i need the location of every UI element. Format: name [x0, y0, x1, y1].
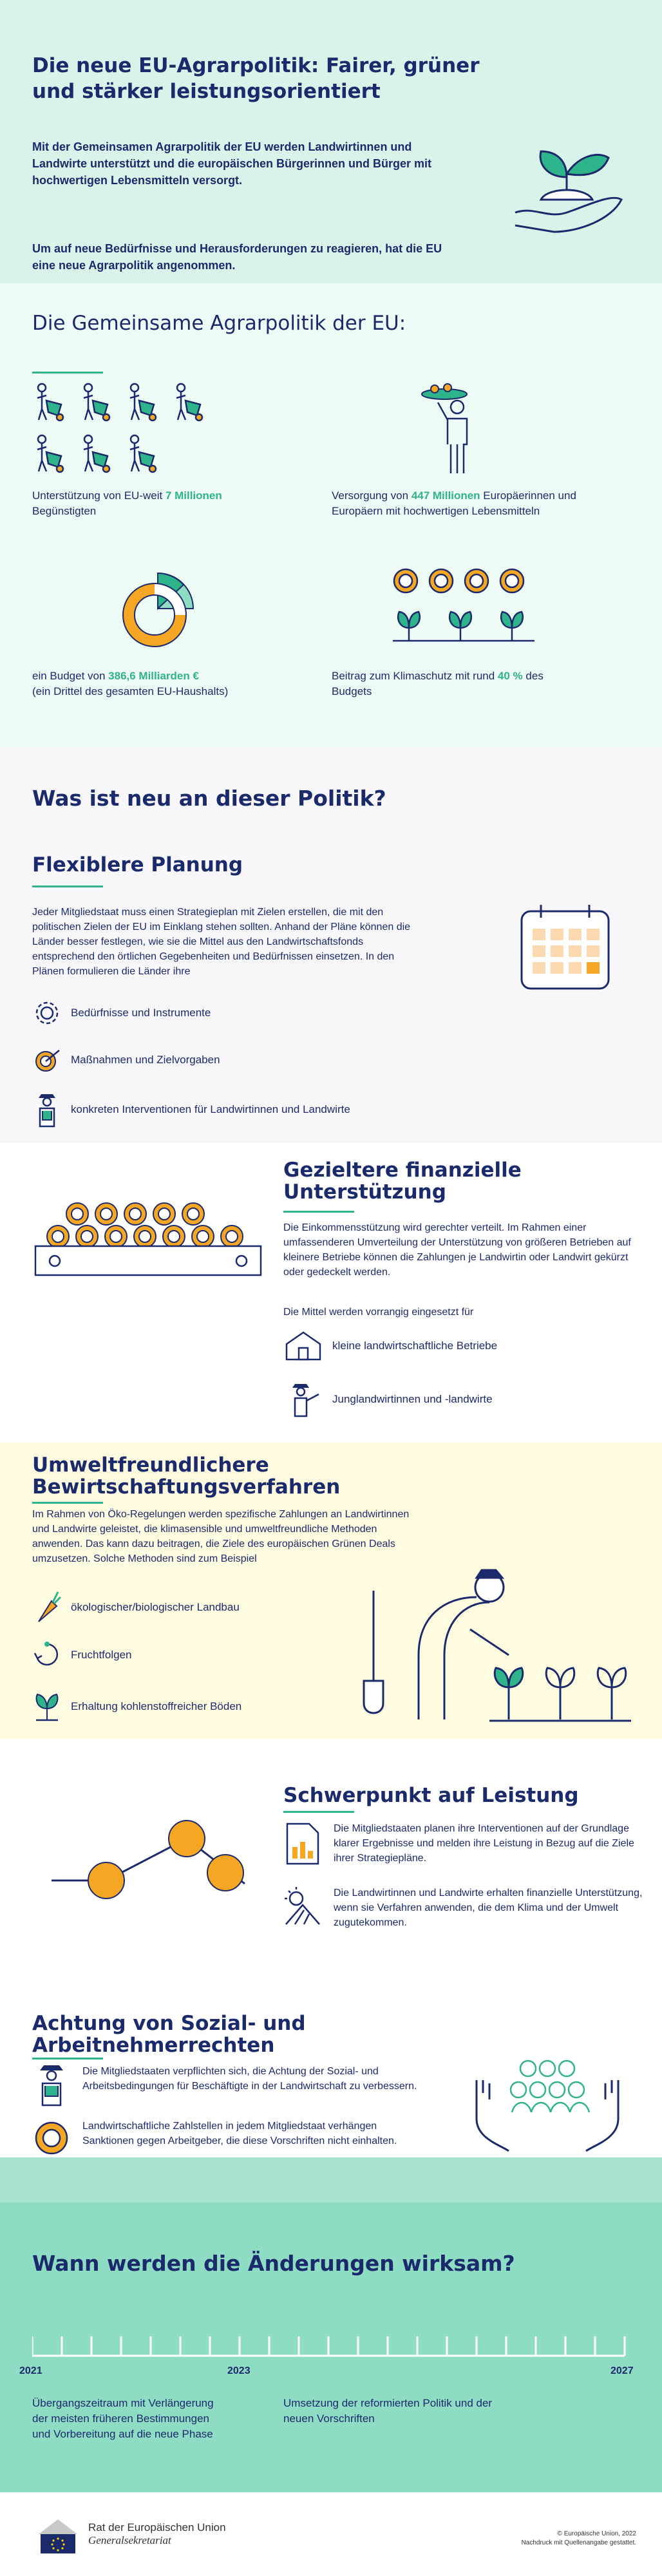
young-farmer-icon [283, 1381, 323, 1417]
stat-citizens-value: 447 Millionen [411, 489, 480, 502]
environment-item-rotation [32, 1639, 132, 1671]
timeline-top-band [0, 2157, 662, 2202]
stat-budget-post: (ein Drittel des gesamten EU-Haushalts) [32, 685, 229, 697]
planning-item-needs-label: Bedürfnisse und Instrumente [71, 1007, 211, 1019]
target-icon [32, 1045, 62, 1075]
performance-title: Schwerpunkt auf Leistung [283, 1784, 579, 1807]
climate-plants-icon [390, 567, 538, 650]
support-item-young-farmers [283, 1381, 493, 1417]
intro-paragraph-2: Um auf neue Bedürfnisse und Herausforderungen zu reagieren, hat die EU eine neue Agrarpolitik angenommen. [32, 242, 442, 272]
stat-climate-post: des Budgets [332, 670, 544, 697]
environment-title: Umweltfreundlichere Bewirtschaftungsverfahren [32, 1454, 341, 1499]
environment-item-organic-label: ökologischer/biologischer Landbau [71, 1601, 240, 1613]
environment-item-rotation-label: Fruchtfolgen [71, 1649, 132, 1661]
timeline-section [0, 2157, 662, 2492]
stat-budget-value: 386,6 Milliarden € [108, 670, 199, 682]
stat-climate-value: 40 % [497, 670, 523, 682]
environment-item-soil-label: Erhaltung kohlenstoffreicher Böden [71, 1700, 242, 1712]
gap-title-underline [32, 372, 103, 374]
stat-beneficiaries-post: Begünstigten [32, 505, 97, 517]
stat-beneficiaries-pre: Unterstützung von EU-weit [32, 489, 166, 502]
footer-reprint: Nachdruck mit Quellenangabe gestattet. [521, 2539, 636, 2546]
gap-section [0, 283, 662, 747]
social-item-sanctions [32, 2119, 444, 2157]
performance-item-report [283, 1821, 644, 1866]
seedling-icon [32, 1690, 62, 1723]
hands-people-illustration [464, 2054, 631, 2157]
coin-icon [32, 2119, 71, 2157]
performance-section [0, 1739, 662, 1938]
coin-stack-icon [32, 1185, 264, 1288]
timeline-phase-2: Umsetzung der reformierten Politik und der neuen Vorschriften [283, 2397, 493, 2425]
support-item-small-farms-label: kleine landwirtschaftliche Betriebe [332, 1340, 498, 1352]
timeline-year-2027: 2027 [610, 2365, 634, 2376]
stat-beneficiaries-value: 7 Millionen [165, 489, 222, 502]
performance-item-report-text: Die Mitgliedstaaten planen ihre Interventionen auf der Grundlage klarer Ergebnisse und melden ihre Leistung in Bezug auf die Ziele ihrer Strategiepläne. [334, 1823, 634, 1864]
sun-field-icon [283, 1886, 322, 1931]
social-section [0, 1938, 662, 2157]
social-item-rights [32, 2064, 444, 2107]
timeline-bar [32, 2311, 625, 2375]
timeline-year-2023: 2023 [227, 2365, 251, 2376]
environment-section [0, 1443, 662, 1739]
planning-item-needs [32, 998, 211, 1028]
stat-citizens-pre: Versorgung von [332, 489, 411, 502]
carrot-icon [32, 1589, 62, 1625]
page-title: Die neue EU-Agrarpolitik: Fairer, grüner und stärker leistungsorientiert [32, 54, 480, 103]
footer-org-name: Rat der Europäischen Union [88, 2521, 226, 2533]
environment-text: Im Rahmen von Öko-Regelungen werden spezifische Zahlungen an Landwirtinnen und Landwirte geleistet, die klimasensible und umweltfreundliche Methoden anwenden. Das kann dazu beitragen, die Ziele des europäischen Grünen Deals umzusetzen. Solche Methoden sind zum Beispiel [32, 1509, 410, 1564]
stat-citizens [332, 488, 576, 519]
social-title: Achtung von Sozial- und Arbeitnehmerrechten [32, 2012, 306, 2057]
gear-icon [32, 998, 62, 1028]
rotation-icon [32, 1639, 62, 1671]
farmhouse-icon [283, 1330, 323, 1362]
planning-title-underline [32, 886, 103, 887]
stat-climate-pre: Beitrag zum Klimaschutz mit rund [332, 670, 498, 682]
farmer-icon [32, 1092, 62, 1128]
stat-climate [332, 668, 563, 699]
support-item-small-farms [283, 1330, 497, 1362]
planning-text: Jeder Mitgliedstaat muss einen Strategieplan mit Zielen erstellen, die mit den politischen Zielen der EU im Einklang stehen sollten. Anhand der Pläne können die Länder besser festlegen, wie sie die Mittel aus den Landwirtschaftsfonds entsprechend den örtlichen Gegebenheiten und Bedürfnissen einsetzen. In den Plänen formulieren die Länder ihre [32, 907, 411, 977]
environment-item-organic [32, 1589, 240, 1625]
stat-citizens-post: Europäerinnen und Europäern mit hochwertigen Lebensmitteln [332, 489, 576, 517]
social-item-sanctions-text: Landwirtschaftliche Zahlstellen in jedem Mitgliedstaat verhängen Sanktionen gegen Arbeitgeber, die diese Vorschriften nicht einhalten. [82, 2121, 397, 2146]
whats-new-title: Was ist neu an dieser Politik? [32, 786, 386, 811]
calendar-icon [518, 902, 612, 992]
performance-title-underline [283, 1811, 354, 1813]
support-item-young-farmers-label: Junglandwirtinnen und -landwirte [332, 1393, 493, 1405]
timeline-year-2021: 2021 [19, 2365, 43, 2376]
support-text-2: Die Mittel werden vorrangig eingesetzt für [283, 1307, 474, 1318]
citizen-food-icon [419, 380, 496, 477]
performance-item-climate-text: Die Landwirtinnen und Landwirte erhalten finanzielle Unterstützung, wenn sie Verfahren anwenden, die dem Klima und der Umwelt zugutekommen. [334, 1888, 643, 1928]
worker-icon [32, 2064, 71, 2107]
planning-item-measures-label: Maßnahmen und Zielvorgaben [71, 1054, 220, 1066]
council-building-icon [35, 2512, 80, 2557]
stat-beneficiaries [32, 488, 277, 519]
support-title-underline [283, 1211, 354, 1213]
stat-budget [32, 668, 290, 699]
social-item-rights-text: Die Mitgliedstaaten verpflichten sich, die Achtung der Sozial- und Arbeitsbedingungen für Beschäftigte in der Landwirtschaft zu verbessern. [82, 2066, 417, 2092]
intro-paragraph-1: Mit der Gemeinsamen Agrarpolitik der EU werden Landwirtinnen und Landwirte unterstützt und die europäischen Bürgerinnen und Bürger mit hochwertigen Lebensmitteln versorgt. [32, 140, 432, 187]
whats-new-section [0, 747, 662, 1443]
footer-copyright: © Europäische Union, 2022 [557, 2530, 636, 2537]
footer-org-sub: Generalsekretariat [88, 2534, 171, 2546]
social-title-underline [32, 2058, 103, 2060]
support-text: Die Einkommensstützung wird gerechter verteilt. Im Rahmen einer umfassenderen Umverteilung der Unterstützung von größeren Betrieben auf kleinere Betriebe können die Zahlungen je Landwirtin oder Landwirt gekürzt oder gedeckelt werden. [283, 1222, 631, 1278]
budget-donut-icon [106, 560, 209, 657]
support-title: Gezieltere finanzielle Unterstützung [283, 1159, 522, 1204]
planning-item-measures [32, 1045, 220, 1075]
timeline-phase-1: Übergangszeitraum mit Verlängerung der meisten früheren Bestimmungen und Vorbereitung auf die neue Phase [32, 2397, 214, 2440]
environment-title-underline [32, 1502, 103, 1504]
planning-item-interventions [32, 1092, 350, 1128]
gardener-illustration [354, 1552, 631, 1732]
header-section [0, 0, 662, 283]
stat-budget-pre: ein Budget von [32, 670, 109, 682]
planning-title: Flexiblere Planung [32, 853, 243, 876]
beneficiaries-icon [32, 380, 225, 477]
performance-line-chart-icon [52, 1816, 258, 1919]
report-icon [283, 1821, 322, 1866]
environment-item-soil [32, 1690, 241, 1723]
hand-sprout-icon [502, 116, 631, 245]
footer-copyright-block [522, 2530, 636, 2548]
gap-title: Die Gemeinsame Agrarpolitik der EU: [32, 312, 406, 335]
performance-item-climate [283, 1886, 644, 1931]
planning-item-interventions-label: konkreten Interventionen für Landwirtinnen und Landwirte [71, 1103, 350, 1115]
timeline-title: Wann werden die Änderungen wirksam? [32, 2251, 515, 2276]
footer-section [0, 2492, 662, 2576]
council-logo [35, 2512, 226, 2557]
